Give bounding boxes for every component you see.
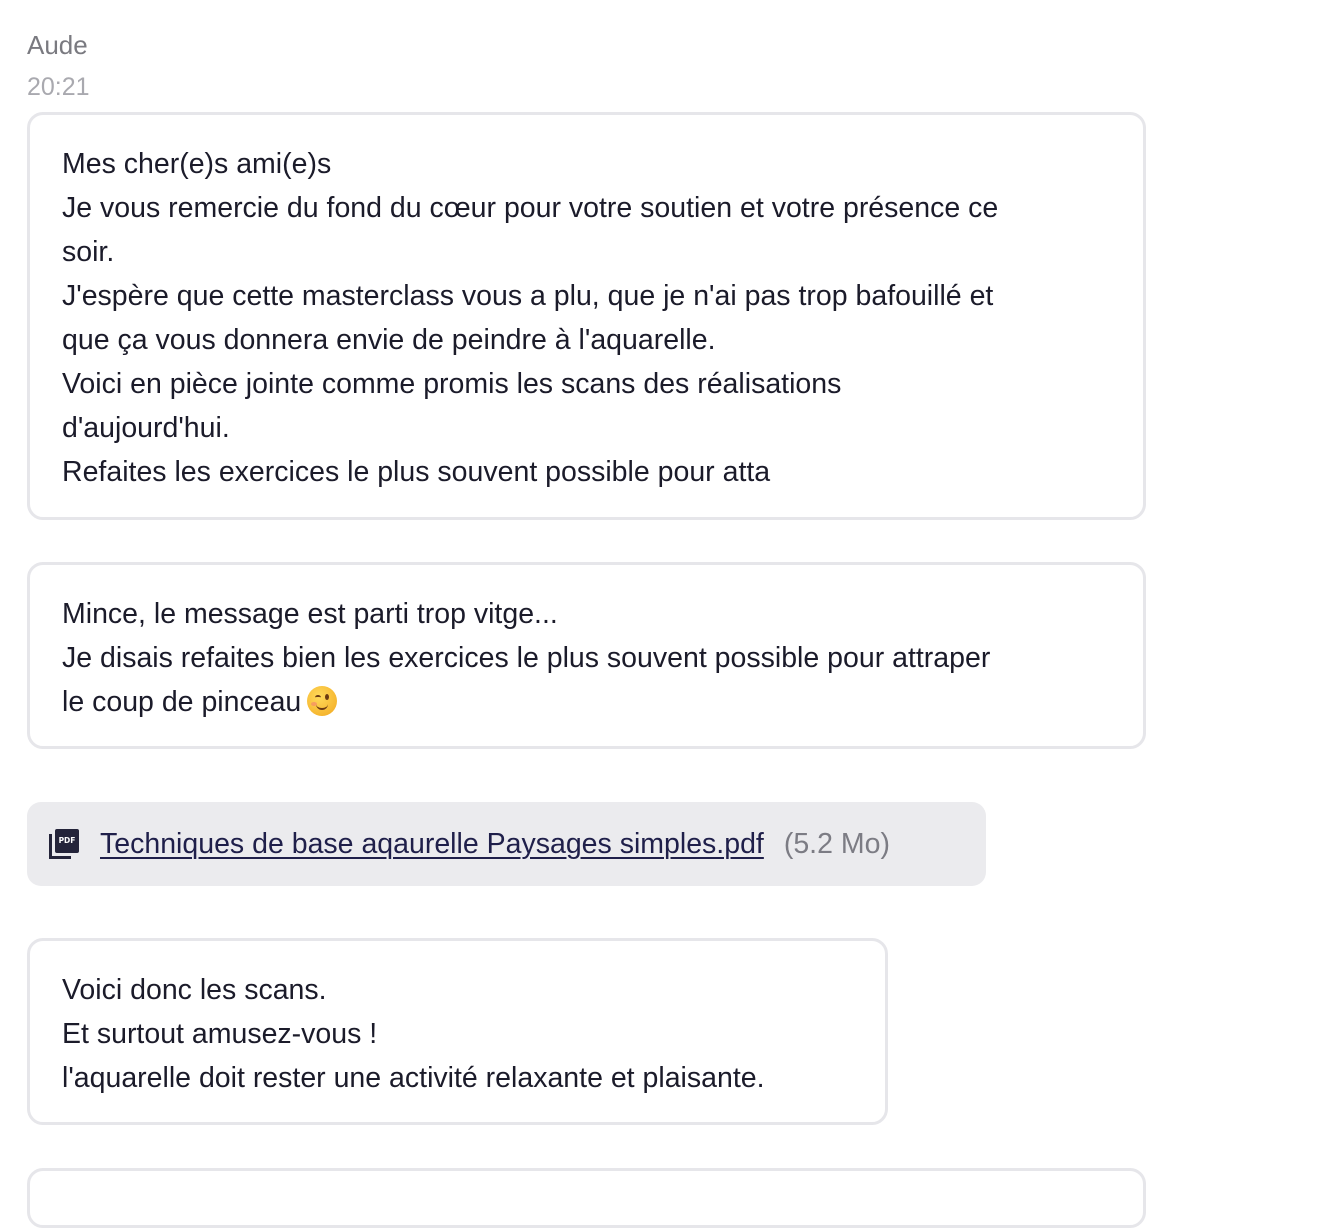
winking-face-emoji-icon [307,686,337,716]
message-line: Voici en pièce jointe comme promis les scans des réalisations [62,368,842,400]
message-timestamp: 20:21 [27,73,90,101]
message-line: Mince, le message est parti trop vitge... [62,598,558,630]
pdf-icon-label: PDF [55,829,79,853]
message-line: que ça vous donnera envie de peindre à l'aquarelle. [62,324,716,356]
message-bubble [27,938,888,1125]
message-line: l'aquarelle doit rester une activité relaxante et plaisante. [62,1062,765,1094]
message-bubble [27,112,1146,520]
message-bubble-partial [27,1168,1146,1228]
attachment-file-size: (5.2 Mo) [783,827,890,860]
message-line: Je disais refaites bien les exercices le plus souvent possible pour attraper [62,642,991,674]
message-line: J'espère que cette masterclass vous a plu, que je n'ai pas trop bafouillé et [62,280,994,312]
attachment-file-link[interactable]: Techniques de base aqaurelle Paysages simples.pdf [100,827,764,860]
message-line: Et surtout amusez-vous ! [62,1018,378,1050]
file-attachment[interactable] [27,802,986,886]
sender-name: Aude [27,30,88,60]
message-line: Refaites les exercices le plus souvent possible pour atta [62,456,771,488]
pdf-file-icon [49,829,79,859]
message-line-with-emoji [62,680,1111,724]
message-line: soir. [62,236,115,268]
message-line: Je vous remercie du fond du cœur pour votre soutien et votre présence ce [62,192,999,224]
message-bubble [27,562,1146,749]
message-line: Voici donc les scans. [62,974,327,1006]
message-line: Mes cher(e)s ami(e)s [62,148,332,180]
message-thread [27,28,1317,1094]
message-line-text: le coup de pinceau [62,686,302,718]
message-line: d'aujourd'hui. [62,412,230,444]
